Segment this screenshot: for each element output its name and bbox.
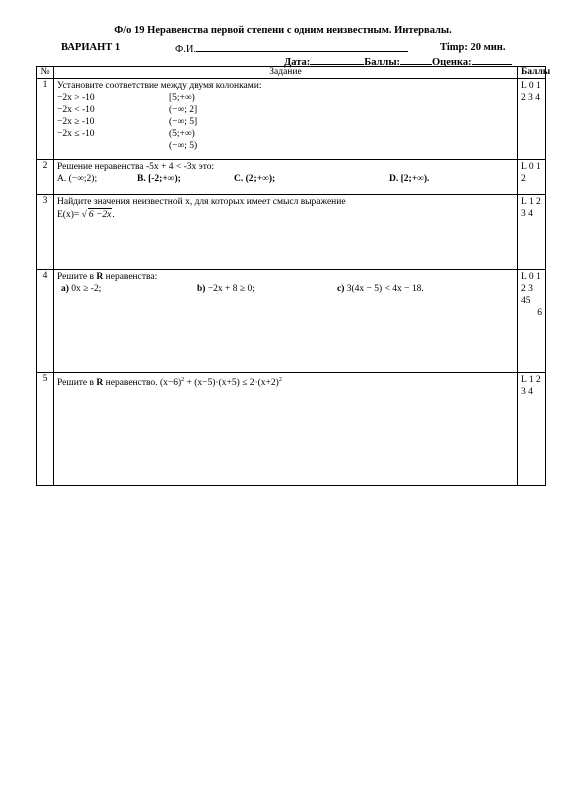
expression-suffix: .: [112, 210, 115, 220]
score-line: [400, 55, 432, 65]
option-text: [-2;+∞);: [148, 174, 181, 184]
header-task: Задание: [54, 67, 518, 79]
instruction-text: Решите в: [57, 272, 97, 282]
task-instruction: Решение неравенства -5x + 4 < -3x это:: [57, 162, 215, 172]
instruction-set-r: R: [96, 272, 104, 282]
task-instruction: Установите соответствие между двумя колонками:: [57, 81, 262, 91]
radicand: 6 −2x: [88, 210, 112, 220]
expression: [57, 208, 514, 221]
date-label: Дата:: [284, 57, 311, 68]
item-letter: b): [197, 284, 206, 294]
points-line: L 0 1: [521, 162, 541, 172]
option-b: [137, 173, 234, 185]
worksheet-title: Ф/о 19 Неравенства первой степени с одним неизвестным. Интервалы.: [114, 25, 452, 36]
exponent: 2: [181, 377, 185, 383]
table-row: [37, 373, 546, 486]
item-b: [197, 283, 337, 295]
points-line: L 0 1: [521, 81, 541, 91]
task-number: 2: [37, 160, 54, 195]
task-number: 5: [37, 373, 54, 486]
matching-columns: [57, 92, 514, 152]
table-row: [37, 79, 546, 160]
item-letter: c): [337, 284, 345, 294]
right-item: (5;+∞): [169, 129, 195, 139]
instruction-text: Решите в: [57, 378, 97, 389]
option-letter: A.: [57, 174, 67, 184]
right-item: (−∞; 2]: [169, 105, 198, 115]
points-line: 6: [537, 308, 542, 318]
expression-prefix: E(x)=: [57, 210, 82, 220]
item-a: [61, 283, 197, 295]
task-content: [54, 270, 518, 373]
grade-label: Оценка:: [432, 57, 472, 68]
sub-items: [57, 283, 514, 295]
task-points: [518, 195, 546, 270]
right-item: [5;+∞): [169, 93, 195, 103]
task-instruction: Найдите значения неизвестной x, для которых имеет смысл выражение: [57, 197, 346, 207]
exponent: 2: [278, 377, 282, 383]
option-d: [389, 173, 429, 185]
item-letter: a): [61, 284, 69, 294]
name-field: [175, 42, 408, 55]
item-text: −2x + 8 ≥ 0;: [207, 284, 255, 294]
option-text: (−∞;2);: [68, 174, 98, 184]
option-text: [2;+∞).: [400, 174, 430, 184]
variant-label: ВАРИАНТ 1: [61, 42, 121, 53]
task-number: 4: [37, 270, 54, 373]
task-instruction: [57, 374, 514, 389]
instruction-set-r: R: [96, 378, 104, 389]
left-item: −2x ≤ -10: [57, 129, 95, 139]
answer-options: [57, 173, 514, 185]
score-label: Баллы:: [364, 57, 401, 68]
task-instruction: [57, 271, 514, 283]
points-line: 3 4: [521, 209, 533, 219]
points-line: 2: [521, 174, 526, 184]
left-item: −2x < -10: [57, 105, 95, 115]
left-item: −2x ≥ -10: [57, 117, 95, 127]
header-points: Баллы: [518, 67, 546, 79]
left-item: −2x > -10: [57, 93, 95, 103]
grade-line: [472, 55, 512, 65]
name-line: [196, 42, 408, 52]
option-letter: D.: [389, 174, 399, 184]
table-header-row: [37, 67, 546, 79]
sqrt-sign: √: [81, 210, 87, 220]
left-item: [57, 140, 169, 152]
table-row: [37, 195, 546, 270]
time-limit: Timp: 20 мин.: [440, 42, 506, 53]
name-label: Ф.И.: [175, 44, 197, 55]
points-line: L 1 2: [521, 197, 541, 207]
item-text: 0x ≥ -2;: [71, 284, 102, 294]
option-letter: C.: [234, 174, 244, 184]
instruction-text: неравенство.: [103, 378, 160, 389]
expression-part: (x−6): [159, 378, 182, 389]
task-content: [54, 160, 518, 195]
task-number: 3: [37, 195, 54, 270]
points-line: 3 4: [521, 387, 533, 397]
task-content: [54, 373, 518, 486]
task-number: 1: [37, 79, 54, 160]
item-c: [337, 284, 424, 294]
header-info-line: [0, 42, 566, 56]
task-points: [518, 160, 546, 195]
table-row: [37, 270, 546, 373]
task-points: [518, 373, 546, 486]
table-row: [37, 160, 546, 195]
item-text: 3(4x − 5) < 4x − 18.: [346, 284, 424, 294]
points-line: 2 3 45: [521, 284, 533, 306]
option-c: [234, 173, 389, 185]
date-line: [310, 55, 364, 65]
task-points: [518, 270, 546, 373]
expression-part: + (x−5)·(x+5) ≤ 2·(x+2): [184, 378, 279, 389]
instruction-text: неравенства:: [103, 272, 158, 282]
right-item: (−∞; 5): [169, 141, 198, 151]
option-a: [57, 173, 137, 185]
points-line: 2 3 4: [521, 93, 540, 103]
task-table: [36, 66, 551, 486]
option-text: (2;+∞);: [245, 174, 276, 184]
right-item: (−∞; 5]: [169, 117, 198, 127]
task-points: [518, 79, 546, 160]
points-line: L 0 1: [521, 272, 541, 282]
task-content: [54, 79, 518, 160]
points-line: L 1 2: [521, 375, 541, 385]
option-letter: B.: [137, 174, 146, 184]
header-number: №: [37, 67, 54, 79]
task-content: [54, 195, 518, 270]
